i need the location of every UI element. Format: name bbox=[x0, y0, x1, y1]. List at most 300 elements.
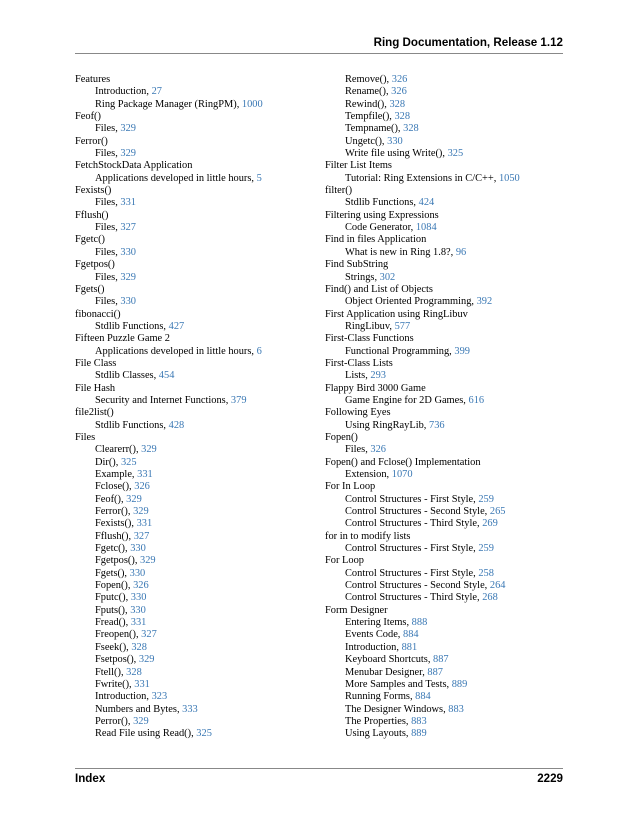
entry-text: Numbers and Bytes, bbox=[95, 703, 183, 715]
entry-text: Filtering using Expressions bbox=[325, 209, 439, 221]
entry-text: Fputs(), bbox=[95, 604, 131, 616]
entry-text: Fread(), bbox=[95, 617, 131, 629]
page-link[interactable]: 326 bbox=[370, 444, 386, 456]
entry-text: Fgets(), bbox=[95, 567, 130, 579]
index-entry bbox=[325, 531, 565, 543]
entry-text: Control Structures - First Style, bbox=[345, 543, 479, 555]
page-link[interactable]: 454 bbox=[158, 370, 175, 382]
index-entry bbox=[75, 383, 330, 395]
entry-text: Fifteen Puzzle Game 2 bbox=[75, 333, 170, 345]
entry-text: Keyboard Shortcuts, bbox=[345, 654, 434, 666]
index-subentry bbox=[325, 592, 565, 604]
index-entry bbox=[325, 457, 565, 469]
page-link[interactable]: 323 bbox=[151, 691, 168, 703]
index-subentry bbox=[75, 691, 330, 703]
index-subentry bbox=[75, 531, 330, 543]
page-link[interactable]: 5 bbox=[256, 172, 262, 184]
page-link[interactable]: 331 bbox=[137, 469, 153, 480]
index-entry bbox=[325, 605, 565, 617]
page-link[interactable]: 884 bbox=[415, 691, 431, 703]
entry-text: Tutorial: Ring Extensions in C/C++, bbox=[345, 172, 499, 184]
entry-text: Stdlib Functions, bbox=[345, 197, 419, 209]
page-link[interactable]: 326 bbox=[391, 86, 407, 98]
index-subentry bbox=[75, 679, 330, 691]
index-subentry bbox=[75, 629, 330, 641]
index-subentry bbox=[325, 728, 565, 740]
index-subentry bbox=[325, 346, 565, 358]
entry-text: Fopen() bbox=[325, 431, 358, 443]
index-subentry bbox=[325, 86, 565, 98]
index-column-right bbox=[325, 74, 565, 741]
page-link[interactable]: 329 bbox=[140, 555, 156, 567]
index-subentry bbox=[325, 123, 565, 135]
page-link[interactable]: 293 bbox=[370, 370, 386, 382]
index-subentry bbox=[75, 444, 330, 456]
entry-text: Perror(), bbox=[95, 715, 134, 727]
entry-text: RingLibuv, bbox=[345, 320, 395, 332]
entry-text: Functional Programming, bbox=[345, 345, 455, 357]
entry-text: Fgetc(), bbox=[95, 543, 131, 555]
entry-text: Tempfile(), bbox=[345, 111, 395, 123]
index-entry bbox=[325, 160, 565, 172]
index-subentry bbox=[75, 247, 330, 259]
entry-text: Fexists(), bbox=[95, 518, 137, 530]
index-entry bbox=[325, 383, 565, 395]
entry-text: Using RingRayLib, bbox=[345, 419, 429, 431]
entry-text: Remove(), bbox=[345, 74, 392, 85]
index-entry bbox=[75, 284, 330, 296]
footer-divider bbox=[75, 768, 563, 769]
entry-text: Control Structures - Second Style, bbox=[345, 580, 490, 592]
page-link[interactable]: 259 bbox=[478, 543, 494, 555]
index-subentry bbox=[75, 86, 330, 98]
entry-text: Fflush() bbox=[75, 209, 109, 221]
page-link[interactable]: 302 bbox=[379, 271, 396, 283]
entry-text: First Application using RingLibuv bbox=[325, 308, 468, 320]
entry-text: Control Structures - Second Style, bbox=[345, 506, 490, 518]
entry-text: Dir(), bbox=[95, 456, 121, 468]
entry-text: Control Structures - Third Style, bbox=[345, 518, 483, 530]
entry-text: Files, bbox=[345, 444, 371, 456]
entry-text: Ring Package Manager (RingPM), bbox=[95, 98, 242, 110]
page-link[interactable]: 330 bbox=[387, 135, 403, 147]
page-link[interactable]: 326 bbox=[134, 481, 150, 493]
page-link[interactable]: 736 bbox=[429, 419, 445, 431]
page-link[interactable]: 331 bbox=[136, 518, 153, 530]
page-link[interactable]: 329 bbox=[120, 123, 136, 135]
entry-text: Fflush(), bbox=[95, 530, 134, 542]
entry-text: The Designer Windows, bbox=[345, 703, 449, 715]
entry-text: Lists, bbox=[345, 370, 371, 382]
entry-text: Stdlib Classes, bbox=[95, 370, 159, 382]
index-subentry bbox=[325, 420, 565, 432]
page-link[interactable]: 328 bbox=[394, 111, 411, 123]
index-subentry bbox=[325, 173, 565, 185]
page-link[interactable]: 331 bbox=[120, 197, 136, 209]
page-link[interactable]: 888 bbox=[411, 617, 428, 629]
index-subentry bbox=[325, 704, 565, 716]
header-divider bbox=[75, 53, 563, 54]
index-subentry bbox=[325, 247, 565, 259]
index-subentry bbox=[75, 321, 330, 333]
page-link[interactable]: 331 bbox=[134, 678, 150, 690]
entry-text: Fopen(), bbox=[95, 580, 134, 592]
page-link[interactable]: 328 bbox=[126, 666, 142, 678]
index-subentry bbox=[75, 592, 330, 604]
index-subentry bbox=[75, 99, 330, 111]
entry-text: Fopen() and Fclose() Implementation bbox=[325, 456, 481, 468]
page-link[interactable]: 329 bbox=[133, 506, 149, 518]
page-link[interactable]: 330 bbox=[120, 246, 136, 258]
entry-text: Files, bbox=[95, 246, 121, 258]
index-entry bbox=[75, 160, 330, 172]
entry-text: Files, bbox=[95, 222, 121, 234]
index-subentry bbox=[75, 370, 330, 382]
index-subentry bbox=[325, 642, 565, 654]
index-subentry bbox=[325, 691, 565, 703]
index-subentry bbox=[75, 654, 330, 666]
entry-text: Feof(), bbox=[95, 493, 127, 505]
page-link[interactable]: 325 bbox=[447, 148, 464, 160]
index-subentry bbox=[325, 296, 565, 308]
entry-text: Files, bbox=[95, 271, 121, 283]
entry-text: Files, bbox=[95, 148, 121, 160]
index-entry bbox=[325, 309, 565, 321]
page-link[interactable]: 328 bbox=[389, 98, 406, 110]
index-entry bbox=[75, 259, 330, 271]
page-link[interactable]: 327 bbox=[133, 530, 150, 542]
index-subentry bbox=[325, 111, 565, 123]
entry-text: What is new in Ring 1.8?, bbox=[345, 246, 456, 258]
page-link[interactable]: 326 bbox=[133, 580, 149, 592]
entry-text: Rewind(), bbox=[345, 98, 390, 110]
page-link[interactable]: 883 bbox=[448, 703, 464, 715]
index-subentry bbox=[75, 173, 330, 185]
page-link[interactable]: 427 bbox=[168, 320, 185, 332]
index-entry bbox=[75, 432, 330, 444]
entry-text: Events Code, bbox=[345, 629, 404, 641]
entry-text: File Hash bbox=[75, 382, 116, 394]
entry-text: More Samples and Tests, bbox=[345, 678, 452, 690]
entry-text: Introduction, bbox=[95, 86, 152, 98]
index-subentry bbox=[325, 506, 565, 518]
entry-text: Files, bbox=[95, 296, 121, 308]
page-link[interactable]: 881 bbox=[401, 641, 418, 653]
index-subentry bbox=[75, 346, 330, 358]
page-link[interactable]: 330 bbox=[130, 604, 146, 616]
page-link[interactable]: 884 bbox=[403, 629, 419, 641]
index-subentry bbox=[325, 395, 565, 407]
index-entry bbox=[75, 309, 330, 321]
entry-text: Introduction, bbox=[345, 641, 402, 653]
entry-text: Introduction, bbox=[95, 691, 152, 703]
entry-text: Feof() bbox=[75, 111, 101, 123]
page-link[interactable]: 577 bbox=[394, 320, 411, 332]
entry-text: Find() and List of Objects bbox=[325, 283, 433, 295]
index-subentry bbox=[325, 469, 565, 481]
page-link[interactable]: 616 bbox=[468, 394, 485, 406]
index-subentry bbox=[75, 506, 330, 518]
index-entry bbox=[325, 432, 565, 444]
page-link[interactable]: 1084 bbox=[415, 222, 437, 234]
page-header bbox=[75, 36, 563, 50]
page-link[interactable]: 333 bbox=[182, 703, 198, 715]
page-link[interactable]: 328 bbox=[131, 641, 147, 653]
entry-text: Control Structures - First Style, bbox=[345, 567, 479, 579]
page-link[interactable]: 399 bbox=[454, 345, 470, 357]
entry-text: Filter List Items bbox=[325, 160, 392, 172]
entry-text: Ungetc(), bbox=[345, 135, 388, 147]
index-entry bbox=[325, 333, 565, 345]
entry-text: Clearerr(), bbox=[95, 444, 142, 456]
page-link[interactable]: 379 bbox=[230, 394, 247, 406]
page-link[interactable]: 269 bbox=[482, 518, 498, 530]
index-subentry bbox=[75, 197, 330, 209]
index-entry bbox=[75, 358, 330, 370]
page-link[interactable]: 6 bbox=[256, 345, 262, 357]
entry-text: First-Class Functions bbox=[325, 333, 414, 345]
index-subentry bbox=[75, 148, 330, 160]
page-link[interactable]: 889 bbox=[451, 678, 468, 690]
entry-text: Read File using Read(), bbox=[95, 728, 197, 740]
index-subentry bbox=[325, 74, 565, 86]
index-subentry bbox=[325, 543, 565, 555]
page-link[interactable]: 330 bbox=[129, 567, 146, 579]
page-link[interactable]: 328 bbox=[403, 123, 419, 135]
index-subentry bbox=[325, 494, 565, 506]
footer-section-label: Index bbox=[75, 772, 106, 785]
index-subentry bbox=[325, 629, 565, 641]
entry-text: Stdlib Functions, bbox=[95, 419, 169, 431]
index-subentry bbox=[325, 617, 565, 629]
entry-text: file2list() bbox=[75, 407, 114, 419]
entry-text: for in to modify lists bbox=[325, 530, 411, 542]
page-link[interactable]: 329 bbox=[120, 271, 136, 283]
index-subentry bbox=[75, 728, 330, 740]
index-subentry bbox=[325, 272, 565, 284]
page-link[interactable]: 27 bbox=[151, 86, 162, 98]
index-subentry bbox=[75, 617, 330, 629]
page-link[interactable]: 329 bbox=[126, 493, 142, 505]
entry-text: File Class bbox=[75, 357, 117, 369]
page-footer bbox=[75, 772, 563, 786]
entry-text: Files bbox=[75, 431, 96, 443]
index-entry bbox=[325, 234, 565, 246]
entry-text: Files, bbox=[95, 123, 121, 135]
entry-text: Freopen(), bbox=[95, 629, 142, 641]
index-subentry bbox=[75, 716, 330, 728]
index-entry bbox=[75, 185, 330, 197]
page-link[interactable]: 264 bbox=[489, 580, 506, 592]
index-subentry bbox=[75, 605, 330, 617]
index-entry bbox=[75, 234, 330, 246]
index-entry bbox=[75, 333, 330, 345]
index-subentry bbox=[75, 296, 330, 308]
index-entry bbox=[75, 407, 330, 419]
page-link[interactable]: 330 bbox=[130, 592, 147, 604]
page-link[interactable]: 887 bbox=[433, 654, 449, 666]
index-subentry bbox=[75, 481, 330, 493]
index-entry bbox=[325, 358, 565, 370]
entry-text: Form Designer bbox=[325, 604, 388, 616]
entry-text: Find in files Application bbox=[325, 234, 427, 246]
entry-text: Game Engine for 2D Games, bbox=[345, 394, 469, 406]
page-link[interactable]: 268 bbox=[482, 592, 498, 604]
entry-text: Code Generator, bbox=[345, 222, 416, 234]
page-link[interactable]: 325 bbox=[196, 728, 212, 740]
entry-text: fibonacci() bbox=[75, 308, 121, 320]
entry-text: Example, bbox=[95, 469, 138, 480]
entry-text: For Loop bbox=[325, 555, 364, 567]
entry-text: Find SubString bbox=[325, 259, 389, 271]
page-link[interactable]: 329 bbox=[138, 654, 155, 666]
index-subentry bbox=[75, 123, 330, 135]
page-link[interactable]: 331 bbox=[130, 617, 147, 629]
entry-text: Fgets() bbox=[75, 283, 105, 295]
page-link[interactable]: 259 bbox=[478, 493, 494, 505]
entry-text: Control Structures - First Style, bbox=[345, 493, 479, 505]
entry-text: Ftell(), bbox=[95, 666, 127, 678]
page-link[interactable]: 428 bbox=[168, 419, 185, 431]
page-link[interactable]: 330 bbox=[120, 296, 136, 308]
entry-text: Security and Internet Functions, bbox=[95, 394, 231, 406]
entry-text: Menubar Designer, bbox=[345, 666, 428, 678]
entry-text: Applications developed in little hours, bbox=[95, 172, 257, 184]
entry-text: Extension, bbox=[345, 469, 392, 480]
entry-text: Applications developed in little hours, bbox=[95, 345, 257, 357]
index-entry bbox=[325, 210, 565, 222]
index-entry bbox=[75, 111, 330, 123]
entry-text: Features bbox=[75, 74, 111, 85]
index-subentry bbox=[325, 679, 565, 691]
index-subentry bbox=[325, 716, 565, 728]
page-link[interactable]: 392 bbox=[476, 296, 493, 308]
entry-text: The Properties, bbox=[345, 715, 412, 727]
index-subentry bbox=[75, 469, 330, 481]
index-entry bbox=[75, 136, 330, 148]
index-subentry bbox=[325, 222, 565, 234]
entry-text: Fclose(), bbox=[95, 481, 135, 493]
page-link[interactable]: 265 bbox=[489, 506, 506, 518]
page-link[interactable]: 887 bbox=[427, 666, 443, 678]
index-entry bbox=[75, 210, 330, 222]
entry-text: Fgetpos(), bbox=[95, 555, 141, 567]
index-subentry bbox=[75, 543, 330, 555]
index-entry bbox=[325, 284, 565, 296]
entry-text: Tempname(), bbox=[345, 123, 404, 135]
entry-text: Strings, bbox=[345, 271, 380, 283]
entry-text: Files, bbox=[95, 197, 121, 209]
entry-text: First-Class Lists bbox=[325, 357, 393, 369]
index-subentry bbox=[75, 555, 330, 567]
entry-text: Fwrite(), bbox=[95, 678, 135, 690]
index-subentry bbox=[325, 148, 565, 160]
entry-text: Ferror(), bbox=[95, 506, 134, 518]
index-subentry bbox=[325, 136, 565, 148]
index-subentry bbox=[75, 568, 330, 580]
index-subentry bbox=[325, 370, 565, 382]
document-title: Ring Documentation, Release 1.12 bbox=[373, 36, 563, 49]
index-entry bbox=[325, 259, 565, 271]
index-subentry bbox=[325, 667, 565, 679]
entry-text: Running Forms, bbox=[345, 691, 416, 703]
entry-text: Control Structures - Third Style, bbox=[345, 592, 483, 604]
index-subentry bbox=[75, 667, 330, 679]
index-subentry bbox=[325, 518, 565, 530]
index-entry bbox=[325, 481, 565, 493]
entry-text: Object Oriented Programming, bbox=[345, 296, 477, 308]
index-subentry bbox=[75, 518, 330, 530]
page-link[interactable]: 1000 bbox=[241, 98, 263, 110]
page-link[interactable]: 1050 bbox=[498, 172, 520, 184]
page-link[interactable]: 327 bbox=[141, 629, 157, 641]
entry-text: Flappy Bird 3000 Game bbox=[325, 382, 426, 394]
entry-text: Fgetpos() bbox=[75, 259, 115, 271]
entry-text: FetchStockData Application bbox=[75, 160, 193, 172]
page-link[interactable]: 326 bbox=[391, 74, 408, 85]
index-subentry bbox=[325, 197, 565, 209]
index-entry bbox=[325, 185, 565, 197]
entry-text: Fseek(), bbox=[95, 641, 132, 653]
page-link[interactable]: 325 bbox=[120, 456, 137, 468]
page-link[interactable]: 889 bbox=[411, 728, 427, 740]
index-column-left bbox=[75, 74, 330, 741]
index-subentry bbox=[75, 222, 330, 234]
index-subentry bbox=[75, 272, 330, 284]
index-entry bbox=[75, 74, 330, 86]
page-link[interactable]: 96 bbox=[455, 246, 467, 258]
entry-text: Fputc(), bbox=[95, 592, 131, 604]
entry-text: Stdlib Functions, bbox=[95, 320, 169, 332]
index-subentry bbox=[325, 654, 565, 666]
index-subentry bbox=[75, 457, 330, 469]
index-entry bbox=[325, 407, 565, 419]
page-link[interactable]: 329 bbox=[120, 148, 136, 160]
index-subentry bbox=[75, 704, 330, 716]
entry-text: Ferror() bbox=[75, 135, 108, 147]
index-subentry bbox=[75, 494, 330, 506]
page-link[interactable]: 329 bbox=[133, 715, 149, 727]
entry-text: Following Eyes bbox=[325, 407, 391, 419]
entry-text: Fsetpos(), bbox=[95, 654, 139, 666]
index-subentry bbox=[75, 420, 330, 432]
entry-text: Fexists() bbox=[75, 185, 112, 197]
page-link[interactable]: 329 bbox=[141, 444, 157, 456]
index-subentry bbox=[325, 99, 565, 111]
page-link[interactable]: 424 bbox=[418, 197, 435, 209]
page-link[interactable]: 258 bbox=[478, 567, 494, 579]
entry-text: Entering Items, bbox=[345, 617, 412, 629]
index-subentry bbox=[325, 580, 565, 592]
page-link[interactable]: 883 bbox=[411, 715, 427, 727]
page-link[interactable]: 1070 bbox=[391, 469, 413, 480]
index-entry bbox=[325, 555, 565, 567]
index-subentry bbox=[75, 395, 330, 407]
page-link[interactable]: 330 bbox=[130, 543, 146, 555]
index-subentry bbox=[325, 444, 565, 456]
page-link[interactable]: 327 bbox=[120, 222, 136, 234]
entry-text: Fgetc() bbox=[75, 234, 106, 246]
index-subentry bbox=[75, 580, 330, 592]
entry-text: Rename(), bbox=[345, 86, 392, 98]
entry-text: Using Layouts, bbox=[345, 728, 412, 740]
entry-text: Write file using Write(), bbox=[345, 148, 448, 160]
index-subentry bbox=[325, 568, 565, 580]
page-number: 2229 bbox=[537, 772, 563, 785]
entry-text: For In Loop bbox=[325, 481, 376, 493]
index-subentry bbox=[325, 321, 565, 333]
entry-text: filter() bbox=[325, 185, 353, 197]
